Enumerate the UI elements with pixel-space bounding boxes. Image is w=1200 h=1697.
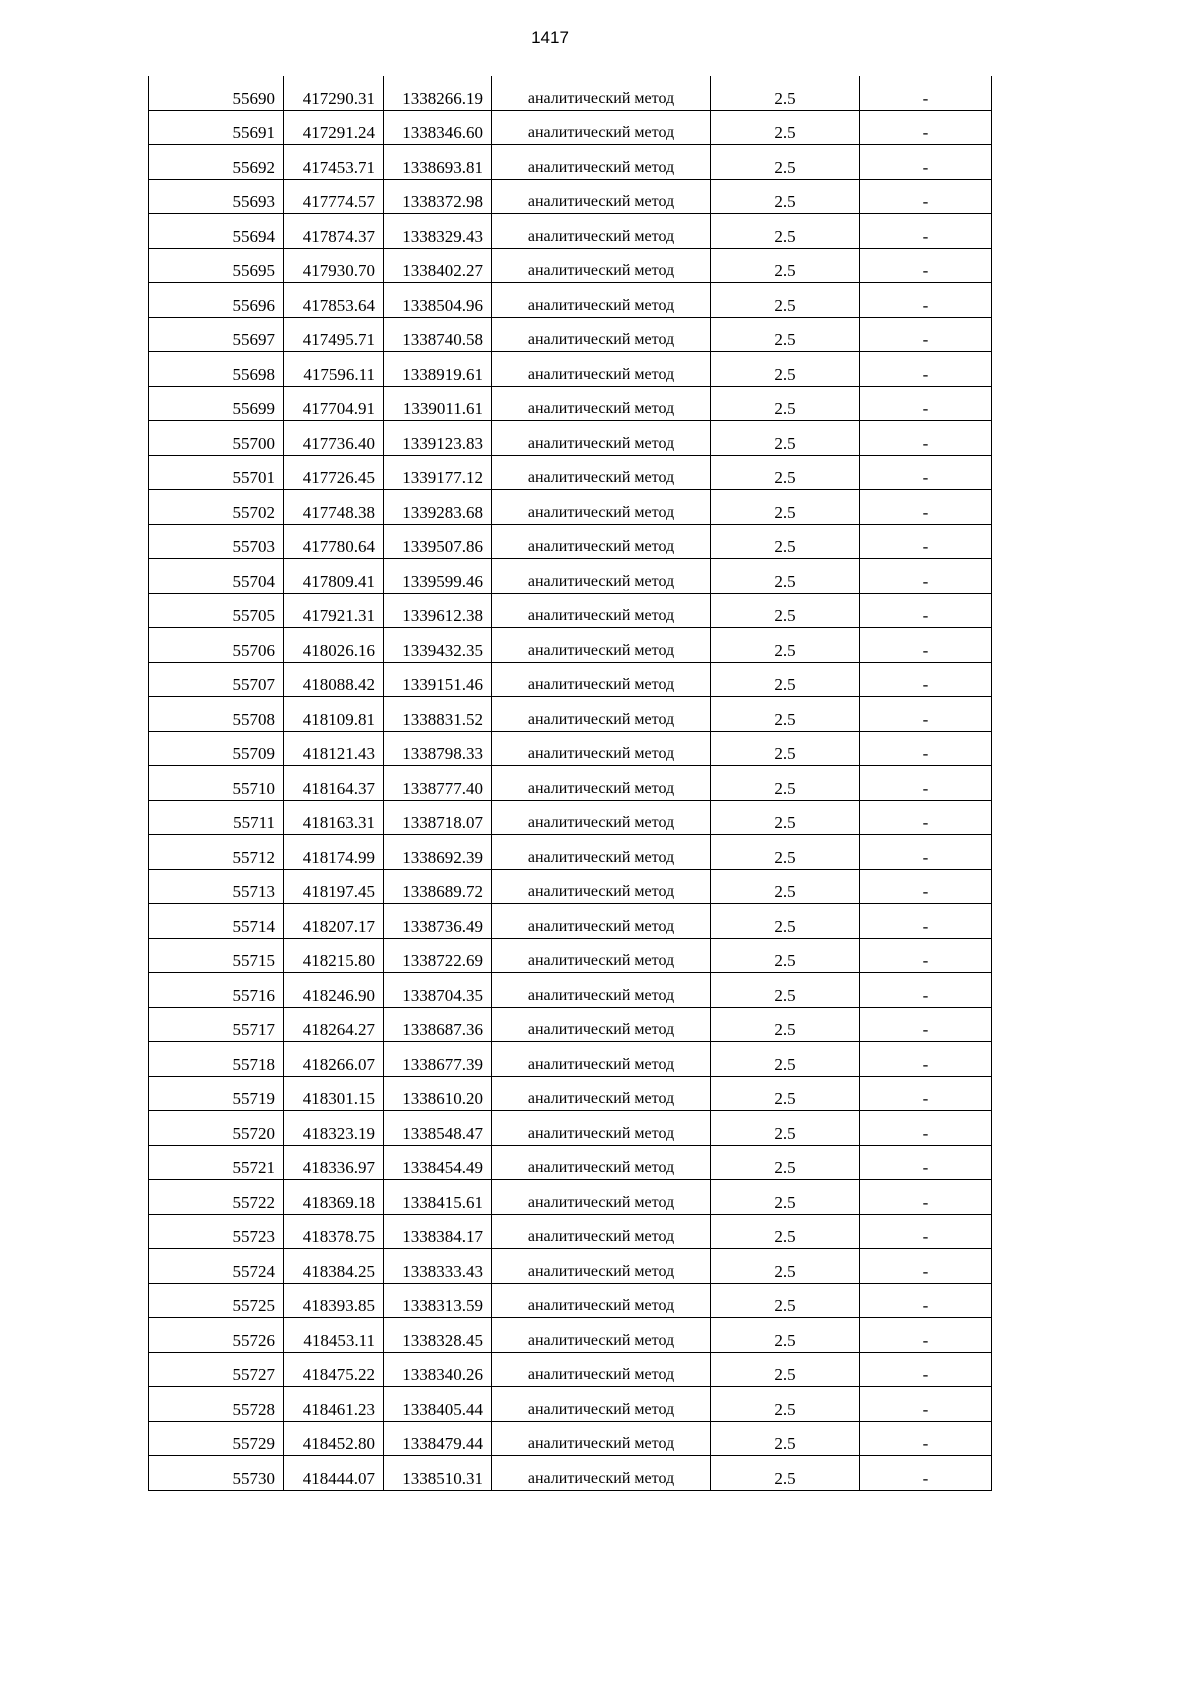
table-row [149, 628, 992, 663]
point-number-cell: 55724 [149, 1249, 284, 1284]
note-cell: - [860, 1145, 992, 1180]
point-number-cell: 55690 [149, 76, 284, 110]
table-row [149, 662, 992, 697]
y-coordinate-cell: 1338687.36 [384, 1007, 492, 1042]
point-number-cell: 55694 [149, 214, 284, 249]
method-cell: аналитический метод [492, 1214, 711, 1249]
x-coordinate-cell: 418026.16 [284, 628, 384, 663]
note-cell: - [860, 731, 992, 766]
note-cell: - [860, 352, 992, 387]
method-cell: аналитический метод [492, 421, 711, 456]
accuracy-cell: 2.5 [711, 869, 860, 904]
table-row [149, 317, 992, 352]
y-coordinate-cell: 1338736.49 [384, 904, 492, 939]
x-coordinate-cell: 417290.31 [284, 76, 384, 110]
note-cell: - [860, 1249, 992, 1284]
method-cell: аналитический метод [492, 1283, 711, 1318]
accuracy-cell: 2.5 [711, 973, 860, 1008]
y-coordinate-cell: 1338384.17 [384, 1214, 492, 1249]
y-coordinate-cell: 1338740.58 [384, 317, 492, 352]
y-coordinate-cell: 1338718.07 [384, 800, 492, 835]
method-cell: аналитический метод [492, 455, 711, 490]
table-row [149, 248, 992, 283]
x-coordinate-cell: 417921.31 [284, 593, 384, 628]
accuracy-cell: 2.5 [711, 317, 860, 352]
point-number-cell: 55705 [149, 593, 284, 628]
x-coordinate-cell: 418109.81 [284, 697, 384, 732]
point-number-cell: 55697 [149, 317, 284, 352]
table-row [149, 386, 992, 421]
table-row [149, 938, 992, 973]
point-number-cell: 55711 [149, 800, 284, 835]
note-cell: - [860, 283, 992, 318]
table-row [149, 835, 992, 870]
table-row [149, 1007, 992, 1042]
accuracy-cell: 2.5 [711, 1387, 860, 1422]
accuracy-cell: 2.5 [711, 1352, 860, 1387]
y-coordinate-cell: 1338677.39 [384, 1042, 492, 1077]
table-row [149, 973, 992, 1008]
table-row [149, 869, 992, 904]
x-coordinate-cell: 418197.45 [284, 869, 384, 904]
point-number-cell: 55706 [149, 628, 284, 663]
method-cell: аналитический метод [492, 179, 711, 214]
note-cell: - [860, 421, 992, 456]
y-coordinate-cell: 1338328.45 [384, 1318, 492, 1353]
point-number-cell: 55727 [149, 1352, 284, 1387]
point-number-cell: 55701 [149, 455, 284, 490]
table-row [149, 1318, 992, 1353]
accuracy-cell: 2.5 [711, 662, 860, 697]
method-cell: аналитический метод [492, 1076, 711, 1111]
method-cell: аналитический метод [492, 559, 711, 594]
table-row [149, 145, 992, 180]
note-cell: - [860, 110, 992, 145]
table-row [149, 1111, 992, 1146]
y-coordinate-cell: 1338415.61 [384, 1180, 492, 1215]
y-coordinate-cell: 1339177.12 [384, 455, 492, 490]
point-number-cell: 55717 [149, 1007, 284, 1042]
note-cell: - [860, 490, 992, 525]
point-number-cell: 55693 [149, 179, 284, 214]
note-cell: - [860, 179, 992, 214]
y-coordinate-cell: 1338340.26 [384, 1352, 492, 1387]
x-coordinate-cell: 418301.15 [284, 1076, 384, 1111]
accuracy-cell: 2.5 [711, 766, 860, 801]
point-number-cell: 55709 [149, 731, 284, 766]
x-coordinate-cell: 418264.27 [284, 1007, 384, 1042]
note-cell: - [860, 1042, 992, 1077]
method-cell: аналитический метод [492, 76, 711, 110]
y-coordinate-cell: 1338919.61 [384, 352, 492, 387]
method-cell: аналитический метод [492, 593, 711, 628]
method-cell: аналитический метод [492, 490, 711, 525]
method-cell: аналитический метод [492, 904, 711, 939]
table-row [149, 1387, 992, 1422]
point-number-cell: 55725 [149, 1283, 284, 1318]
x-coordinate-cell: 417780.64 [284, 524, 384, 559]
note-cell: - [860, 1007, 992, 1042]
y-coordinate-cell: 1339123.83 [384, 421, 492, 456]
method-cell: аналитический метод [492, 352, 711, 387]
point-number-cell: 55712 [149, 835, 284, 870]
y-coordinate-cell: 1338548.47 [384, 1111, 492, 1146]
point-number-cell: 55707 [149, 662, 284, 697]
x-coordinate-cell: 417748.38 [284, 490, 384, 525]
x-coordinate-cell: 417495.71 [284, 317, 384, 352]
table-row [149, 1352, 992, 1387]
note-cell: - [860, 938, 992, 973]
note-cell: - [860, 1283, 992, 1318]
accuracy-cell: 2.5 [711, 1214, 860, 1249]
method-cell: аналитический метод [492, 1180, 711, 1215]
accuracy-cell: 2.5 [711, 421, 860, 456]
accuracy-cell: 2.5 [711, 1007, 860, 1042]
table-row [149, 1076, 992, 1111]
table-row [149, 110, 992, 145]
x-coordinate-cell: 418088.42 [284, 662, 384, 697]
x-coordinate-cell: 418207.17 [284, 904, 384, 939]
accuracy-cell: 2.5 [711, 1421, 860, 1456]
y-coordinate-cell: 1338454.49 [384, 1145, 492, 1180]
x-coordinate-cell: 417726.45 [284, 455, 384, 490]
point-number-cell: 55708 [149, 697, 284, 732]
accuracy-cell: 2.5 [711, 835, 860, 870]
point-number-cell: 55722 [149, 1180, 284, 1215]
y-coordinate-cell: 1338510.31 [384, 1456, 492, 1491]
method-cell: аналитический метод [492, 386, 711, 421]
table-row [149, 559, 992, 594]
note-cell: - [860, 973, 992, 1008]
y-coordinate-cell: 1338346.60 [384, 110, 492, 145]
method-cell: аналитический метод [492, 145, 711, 180]
note-cell: - [860, 317, 992, 352]
point-number-cell: 55729 [149, 1421, 284, 1456]
point-number-cell: 55716 [149, 973, 284, 1008]
note-cell: - [860, 697, 992, 732]
x-coordinate-cell: 418453.11 [284, 1318, 384, 1353]
y-coordinate-cell: 1338479.44 [384, 1421, 492, 1456]
y-coordinate-cell: 1338402.27 [384, 248, 492, 283]
table-row [149, 455, 992, 490]
accuracy-cell: 2.5 [711, 179, 860, 214]
point-number-cell: 55715 [149, 938, 284, 973]
point-number-cell: 55718 [149, 1042, 284, 1077]
y-coordinate-cell: 1338704.35 [384, 973, 492, 1008]
table-body [149, 76, 992, 1490]
x-coordinate-cell: 417704.91 [284, 386, 384, 421]
accuracy-cell: 2.5 [711, 455, 860, 490]
table-row [149, 697, 992, 732]
table-row [149, 1456, 992, 1491]
x-coordinate-cell: 417453.71 [284, 145, 384, 180]
y-coordinate-cell: 1338405.44 [384, 1387, 492, 1422]
method-cell: аналитический метод [492, 697, 711, 732]
table-row [149, 593, 992, 628]
table-row [149, 1214, 992, 1249]
y-coordinate-cell: 1339011.61 [384, 386, 492, 421]
note-cell: - [860, 559, 992, 594]
table-row [149, 1145, 992, 1180]
method-cell: аналитический метод [492, 628, 711, 663]
accuracy-cell: 2.5 [711, 214, 860, 249]
note-cell: - [860, 524, 992, 559]
method-cell: аналитический метод [492, 248, 711, 283]
table-row [149, 904, 992, 939]
note-cell: - [860, 628, 992, 663]
note-cell: - [860, 145, 992, 180]
x-coordinate-cell: 417809.41 [284, 559, 384, 594]
x-coordinate-cell: 418174.99 [284, 835, 384, 870]
method-cell: аналитический метод [492, 1145, 711, 1180]
x-coordinate-cell: 417774.57 [284, 179, 384, 214]
method-cell: аналитический метод [492, 317, 711, 352]
note-cell: - [860, 869, 992, 904]
y-coordinate-cell: 1338504.96 [384, 283, 492, 318]
point-number-cell: 55710 [149, 766, 284, 801]
y-coordinate-cell: 1338777.40 [384, 766, 492, 801]
method-cell: аналитический метод [492, 731, 711, 766]
accuracy-cell: 2.5 [711, 1145, 860, 1180]
x-coordinate-cell: 418336.97 [284, 1145, 384, 1180]
table-row [149, 1421, 992, 1456]
table-row [149, 490, 992, 525]
y-coordinate-cell: 1338689.72 [384, 869, 492, 904]
point-number-cell: 55703 [149, 524, 284, 559]
x-coordinate-cell: 417596.11 [284, 352, 384, 387]
note-cell: - [860, 904, 992, 939]
accuracy-cell: 2.5 [711, 1111, 860, 1146]
table-row [149, 1180, 992, 1215]
method-cell: аналитический метод [492, 1249, 711, 1284]
x-coordinate-cell: 418246.90 [284, 973, 384, 1008]
coordinates-table [148, 76, 992, 1491]
method-cell: аналитический метод [492, 1456, 711, 1491]
table-row [149, 1249, 992, 1284]
accuracy-cell: 2.5 [711, 283, 860, 318]
note-cell: - [860, 766, 992, 801]
note-cell: - [860, 593, 992, 628]
note-cell: - [860, 1180, 992, 1215]
x-coordinate-cell: 418378.75 [284, 1214, 384, 1249]
note-cell: - [860, 1076, 992, 1111]
accuracy-cell: 2.5 [711, 904, 860, 939]
point-number-cell: 55720 [149, 1111, 284, 1146]
y-coordinate-cell: 1338693.81 [384, 145, 492, 180]
point-number-cell: 55695 [149, 248, 284, 283]
x-coordinate-cell: 418266.07 [284, 1042, 384, 1077]
y-coordinate-cell: 1338333.43 [384, 1249, 492, 1284]
x-coordinate-cell: 418461.23 [284, 1387, 384, 1422]
method-cell: аналитический метод [492, 938, 711, 973]
x-coordinate-cell: 417930.70 [284, 248, 384, 283]
note-cell: - [860, 1214, 992, 1249]
x-coordinate-cell: 418444.07 [284, 1456, 384, 1491]
method-cell: аналитический метод [492, 524, 711, 559]
note-cell: - [860, 1387, 992, 1422]
method-cell: аналитический метод [492, 1352, 711, 1387]
method-cell: аналитический метод [492, 973, 711, 1008]
point-number-cell: 55692 [149, 145, 284, 180]
accuracy-cell: 2.5 [711, 1076, 860, 1111]
table-row [149, 731, 992, 766]
x-coordinate-cell: 418215.80 [284, 938, 384, 973]
x-coordinate-cell: 417736.40 [284, 421, 384, 456]
accuracy-cell: 2.5 [711, 386, 860, 421]
y-coordinate-cell: 1338692.39 [384, 835, 492, 870]
x-coordinate-cell: 418323.19 [284, 1111, 384, 1146]
point-number-cell: 55726 [149, 1318, 284, 1353]
accuracy-cell: 2.5 [711, 1249, 860, 1284]
table-row [149, 214, 992, 249]
point-number-cell: 55730 [149, 1456, 284, 1491]
x-coordinate-cell: 418121.43 [284, 731, 384, 766]
x-coordinate-cell: 417853.64 [284, 283, 384, 318]
point-number-cell: 55719 [149, 1076, 284, 1111]
table-row [149, 283, 992, 318]
accuracy-cell: 2.5 [711, 490, 860, 525]
accuracy-cell: 2.5 [711, 731, 860, 766]
table-row [149, 1283, 992, 1318]
point-number-cell: 55714 [149, 904, 284, 939]
table-row [149, 800, 992, 835]
note-cell: - [860, 1456, 992, 1491]
x-coordinate-cell: 418369.18 [284, 1180, 384, 1215]
accuracy-cell: 2.5 [711, 76, 860, 110]
method-cell: аналитический метод [492, 283, 711, 318]
table-row [149, 766, 992, 801]
method-cell: аналитический метод [492, 110, 711, 145]
point-number-cell: 55696 [149, 283, 284, 318]
x-coordinate-cell: 417874.37 [284, 214, 384, 249]
method-cell: аналитический метод [492, 766, 711, 801]
point-number-cell: 55713 [149, 869, 284, 904]
method-cell: аналитический метод [492, 800, 711, 835]
accuracy-cell: 2.5 [711, 938, 860, 973]
point-number-cell: 55698 [149, 352, 284, 387]
accuracy-cell: 2.5 [711, 1042, 860, 1077]
y-coordinate-cell: 1338831.52 [384, 697, 492, 732]
note-cell: - [860, 835, 992, 870]
table-row [149, 352, 992, 387]
y-coordinate-cell: 1338722.69 [384, 938, 492, 973]
accuracy-cell: 2.5 [711, 800, 860, 835]
point-number-cell: 55721 [149, 1145, 284, 1180]
note-cell: - [860, 1318, 992, 1353]
x-coordinate-cell: 418164.37 [284, 766, 384, 801]
point-number-cell: 55704 [149, 559, 284, 594]
table-row [149, 1042, 992, 1077]
y-coordinate-cell: 1338313.59 [384, 1283, 492, 1318]
point-number-cell: 55723 [149, 1214, 284, 1249]
accuracy-cell: 2.5 [711, 1456, 860, 1491]
note-cell: - [860, 1352, 992, 1387]
method-cell: аналитический метод [492, 214, 711, 249]
method-cell: аналитический метод [492, 1421, 711, 1456]
x-coordinate-cell: 417291.24 [284, 110, 384, 145]
method-cell: аналитический метод [492, 1318, 711, 1353]
y-coordinate-cell: 1338266.19 [384, 76, 492, 110]
accuracy-cell: 2.5 [711, 697, 860, 732]
method-cell: аналитический метод [492, 1007, 711, 1042]
note-cell: - [860, 662, 992, 697]
accuracy-cell: 2.5 [711, 110, 860, 145]
accuracy-cell: 2.5 [711, 1318, 860, 1353]
y-coordinate-cell: 1338329.43 [384, 214, 492, 249]
accuracy-cell: 2.5 [711, 593, 860, 628]
note-cell: - [860, 214, 992, 249]
accuracy-cell: 2.5 [711, 145, 860, 180]
method-cell: аналитический метод [492, 869, 711, 904]
x-coordinate-cell: 418384.25 [284, 1249, 384, 1284]
x-coordinate-cell: 418452.80 [284, 1421, 384, 1456]
method-cell: аналитический метод [492, 835, 711, 870]
accuracy-cell: 2.5 [711, 524, 860, 559]
table-row [149, 76, 992, 110]
note-cell: - [860, 386, 992, 421]
point-number-cell: 55691 [149, 110, 284, 145]
y-coordinate-cell: 1338798.33 [384, 731, 492, 766]
accuracy-cell: 2.5 [711, 559, 860, 594]
y-coordinate-cell: 1339432.35 [384, 628, 492, 663]
method-cell: аналитический метод [492, 1387, 711, 1422]
note-cell: - [860, 1111, 992, 1146]
x-coordinate-cell: 418475.22 [284, 1352, 384, 1387]
x-coordinate-cell: 418393.85 [284, 1283, 384, 1318]
method-cell: аналитический метод [492, 1111, 711, 1146]
y-coordinate-cell: 1339507.86 [384, 524, 492, 559]
note-cell: - [860, 248, 992, 283]
point-number-cell: 55700 [149, 421, 284, 456]
y-coordinate-cell: 1339599.46 [384, 559, 492, 594]
accuracy-cell: 2.5 [711, 628, 860, 663]
note-cell: - [860, 800, 992, 835]
accuracy-cell: 2.5 [711, 1180, 860, 1215]
accuracy-cell: 2.5 [711, 352, 860, 387]
table-row [149, 421, 992, 456]
y-coordinate-cell: 1339612.38 [384, 593, 492, 628]
method-cell: аналитический метод [492, 1042, 711, 1077]
x-coordinate-cell: 418163.31 [284, 800, 384, 835]
y-coordinate-cell: 1339151.46 [384, 662, 492, 697]
note-cell: - [860, 455, 992, 490]
note-cell: - [860, 1421, 992, 1456]
y-coordinate-cell: 1338610.20 [384, 1076, 492, 1111]
method-cell: аналитический метод [492, 662, 711, 697]
accuracy-cell: 2.5 [711, 1283, 860, 1318]
point-number-cell: 55728 [149, 1387, 284, 1422]
point-number-cell: 55702 [149, 490, 284, 525]
note-cell: - [860, 76, 992, 110]
accuracy-cell: 2.5 [711, 248, 860, 283]
y-coordinate-cell: 1339283.68 [384, 490, 492, 525]
table-row [149, 524, 992, 559]
point-number-cell: 55699 [149, 386, 284, 421]
table-row [149, 179, 992, 214]
y-coordinate-cell: 1338372.98 [384, 179, 492, 214]
page-number: 1417 [531, 28, 569, 47]
